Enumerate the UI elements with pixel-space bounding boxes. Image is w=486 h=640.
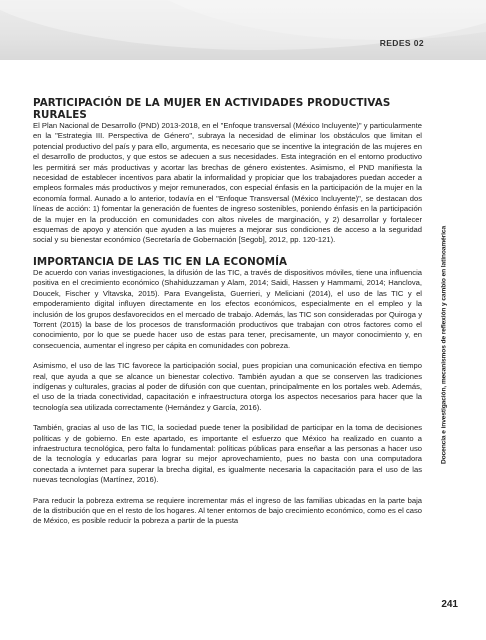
paragraph: También, gracias al uso de las TIC, la sociedad puede tener la posibilidad de participar en la toma de decisiones políticas y de gobierno. En este apartado, es importante el esfuerzo que México ha realizado en cuanto a infraestructura tecnológica, pero falta lo fundamental: políticas públicas para enseñar a las personas a hacer uso de la tecnología y educarlas para lograr su mejor aprovechamiento, pues no basta con una computadora conectada a ivnternet para superar la brecha digital, es igualmente necesaria la capacitación para el uso de las nuevas tecnologías (Martínez, 2016). bbox=[33, 423, 422, 485]
page-number: 241 bbox=[441, 599, 458, 610]
article-body bbox=[33, 97, 422, 527]
section-heading-rural-women: PARTICIPACIÓN DE LA MUJER EN ACTIVIDADES PRODUCTIVAS RURALES bbox=[33, 97, 391, 121]
paragraph: El Plan Nacional de Desarrollo (PND) 2013-2018, en el "Enfoque transversal (México Incluyente)" y particularmente en la "Estrategia III. Perspectiva de Género", subraya la necesidad de eliminar los obstáculos que limitan el potencial productivo del país y para ello, argumenta, es necesario que se incentive la integración de las mujeres en el desarrollo de productos, y que estos se adecuen a sus necesidades. Esta integración en el entorno productivo les permitirá ser más productivas y acortar las brechas de género existentes. Asimismo, el PND manifiesta la necesidad de establecer incentivos para abatir la informalidad y propiciar que los trabajadores puedan acceder a empleos formales más productivos y mejor remunerados, con especial énfasis en la participación de la mujer en la economía formal. Aunado a lo anterior, todavía en el "Enfoque Transversal (México Incluyente)", se destacan dos líneas de acción: 1) fomentar la generación de fuentes de ingreso sostenibles, poniendo énfasis en la participación de la mujer en la producción en comunidades con altos niveles de marginación, y 2) desarrollar y fortalecer esquemas de apoyo y atención que ayuden a las mujeres a mejorar sus condiciones de acceso a la seguridad social y su bienestar económico (Secretaría de Gobernación [Segob], 2012, pp. 120-121). bbox=[33, 121, 422, 245]
paragraph: Para reducir la pobreza extrema se requiere incrementar más el ingreso de las familias ubicadas en la parte baja de la distribución que en el resto de los hogares. Al tener entornos de bajo crecimiento económico, como es el caso de México, es posible reducir la pobreza a partir de la puesta bbox=[33, 495, 422, 526]
header-band bbox=[0, 0, 486, 60]
vertical-book-title bbox=[430, 195, 458, 495]
section-tag: REDES 02 bbox=[379, 38, 424, 48]
paragraph: Asimismo, el uso de las TIC favorece la participación social, pues propician una comunicación efectiva en tiempo real, que ayuda a que se alcance un bienestar colectivo. También ayudan a que se conserven las tradiciones indígenas y culturales, gracias al poder de difusión con que cuentan, principalmente en los portales web. Además, el uso de la triada conectividad, capacitación e infraestructura otorga los aspectos necesarios para hacer que la tecnología sea utilizada correctamente (Hernández y García, 2016). bbox=[33, 361, 422, 412]
section-heading-tic-economy: IMPORTANCIA DE LAS TIC EN LA ECONOMÍA bbox=[33, 255, 288, 268]
vertical-book-title-text: Docencia e investigación, mecanismos de reflexión y cambio en latinoamérica bbox=[440, 225, 448, 465]
paragraph: De acuerdo con varias investigaciones, la difusión de las TIC, a través de dispositivos móviles, tiene una influencia positiva en el crecimiento económico (Shahiduzzaman y Alam, 2014; Saidi, Hassen y Hammami, 2014; Hanclova, Doucek, Fischer y Vltavska, 2015). Para Evangelista, Guerrieri, y Meliciani (2014), el uso de las TIC y el empoderamiento digital influyen directamente en los efectos económicos, especialmente en el empleo y la inclusión de los grupos desfavorecidos en el mercado de trabajo. Además, las TIC son consideradas por Quiroga y Torrent (2015) la base de los procesos de transformación productivos que trabajan con otros factores como el conocimiento, por lo que se puede hacer uso de estas para tener, precisamente, un mayor conocimiento y, en consecuencia, aumentar el ingreso per cápita en comunidades con pobreza. bbox=[33, 267, 422, 350]
